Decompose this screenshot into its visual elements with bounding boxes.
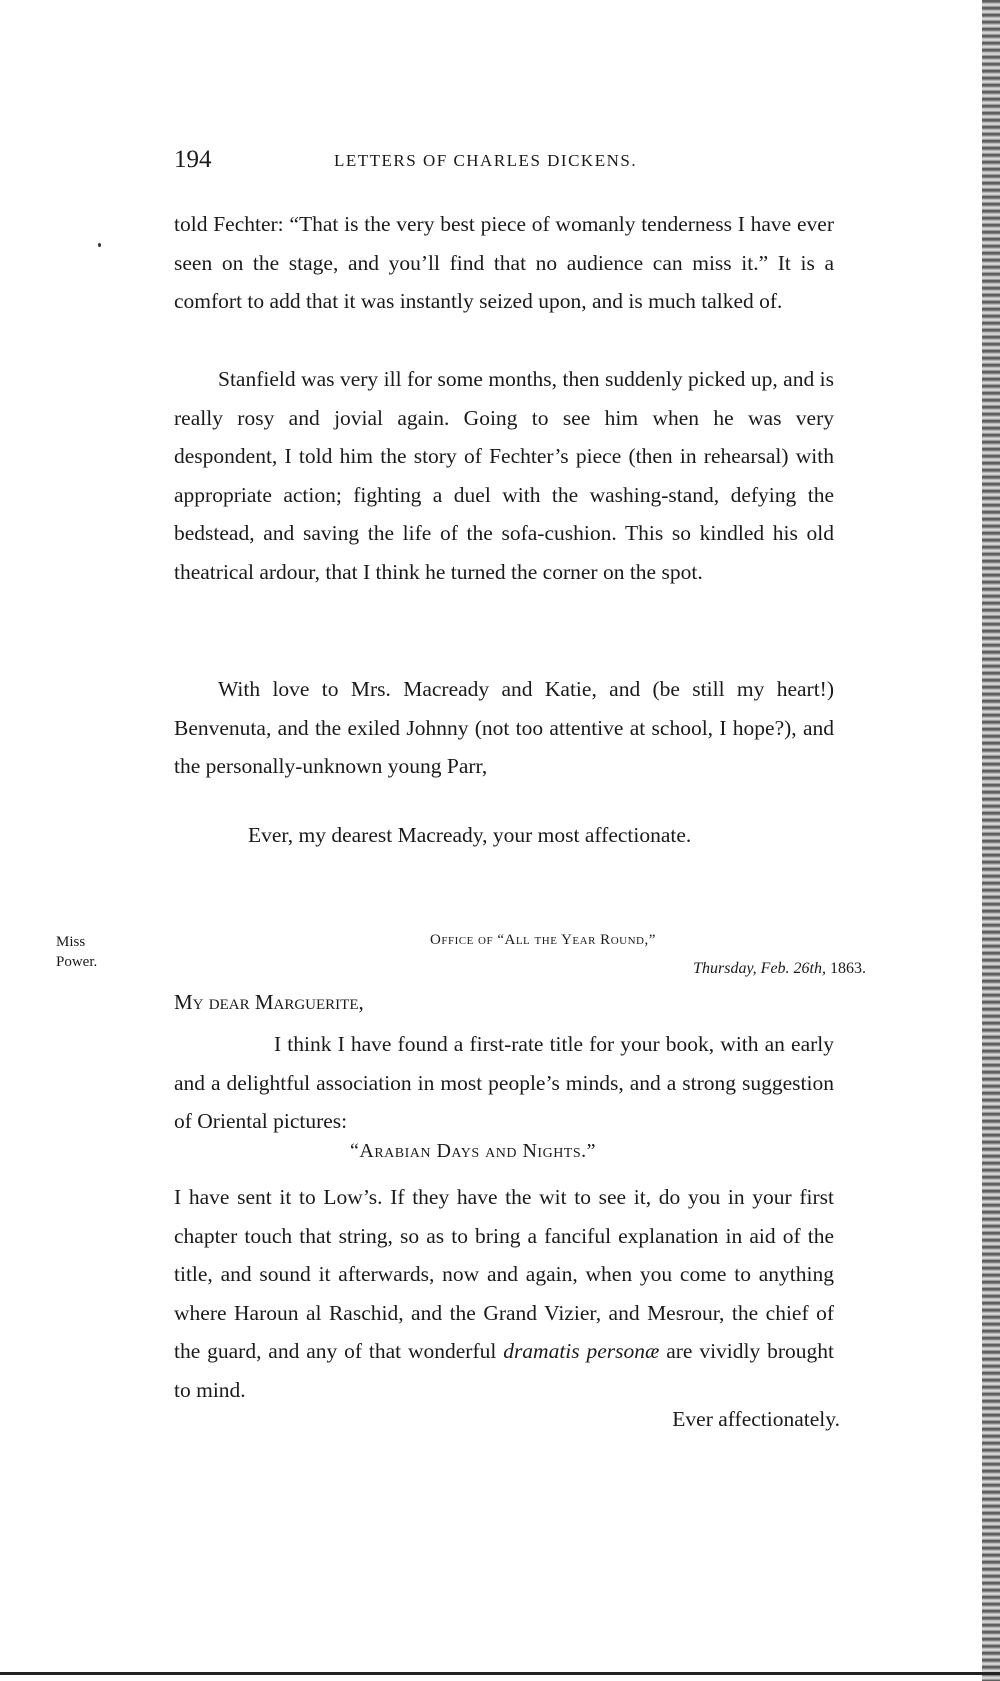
letter2-date-year: 1863.	[830, 960, 866, 977]
letter2-paragraph2-italic: dramatis personæ	[503, 1339, 660, 1363]
letter1-closing: Ever, my dearest Macready, your most affectionate.	[248, 823, 692, 847]
letter2-book-title: “Arabian Days and Nights.”	[350, 1140, 597, 1162]
letter2-paragraph2	[174, 1178, 834, 1409]
margin-note	[56, 932, 97, 972]
letter2-paragraph2-end: are vividly brought to mind.	[174, 1339, 834, 1402]
page-bottom-border	[0, 1672, 1000, 1675]
page-edge-shadow	[982, 0, 1000, 1681]
margin-note-line1: Miss	[56, 934, 86, 950]
letter2-paragraph1: I think I have found a first-rate title for your book, with an early and a delightful association in most people’s minds, and a strong suggestion of Oriental pictures:	[174, 1032, 834, 1133]
page-number: 194	[174, 146, 212, 173]
letter1-paragraph3: With love to Mrs. Macready and Katie, and (be still my heart!) Benvenuta, and the exiled Johnny (not too attentive at school, I hope?), and the personally-unknown young Parr,	[174, 677, 834, 778]
ink-speck	[98, 243, 101, 247]
letter2-date-day: Thursday, Feb. 26th,	[693, 960, 826, 977]
letter2-paragraph2-start: I have sent it to Low’s. If they have the wit to see it, do you in your first chapter touch that string, so as to bring a fanciful explanation in aid of the title, and sound it afterwards, now and again, when you come to anything where Haroun al Raschid, and the Grand Vizier, and Mesrour, the chief of the guard, and any of that wonderful	[174, 1185, 834, 1363]
letter2-date	[693, 960, 866, 978]
margin-note-line2: Power.	[56, 954, 98, 970]
running-title: LETTERS OF CHARLES DICKENS.	[334, 151, 638, 170]
running-head	[174, 146, 834, 178]
letter1-paragraph1: told Fechter: “That is the very best piece of womanly tenderness I have ever seen on the stage, and you’ll find that no audience can miss it.” It is a comfort to add that it was instantly seized upon, and is much talked of.	[174, 212, 834, 313]
letter1-paragraph2: Stanfield was very ill for some months, then suddenly picked up, and is really rosy and jovial again. Going to see him when he was very despondent, I told him the story of Fechter’s piece (then in rehearsal) with appropriate action; fighting a duel with the washing-stand, defying the bedstead, and saving the life of the sofa-cushion. This so kindled his old theatrical ardour, that I think he turned the corner on the spot.	[174, 367, 834, 584]
letter2-closing: Ever affectionately.	[672, 1407, 840, 1431]
letter2-office: Office of “All the Year Round,”	[430, 932, 656, 948]
letter2-salutation: My dear Marguerite,	[174, 990, 364, 1014]
